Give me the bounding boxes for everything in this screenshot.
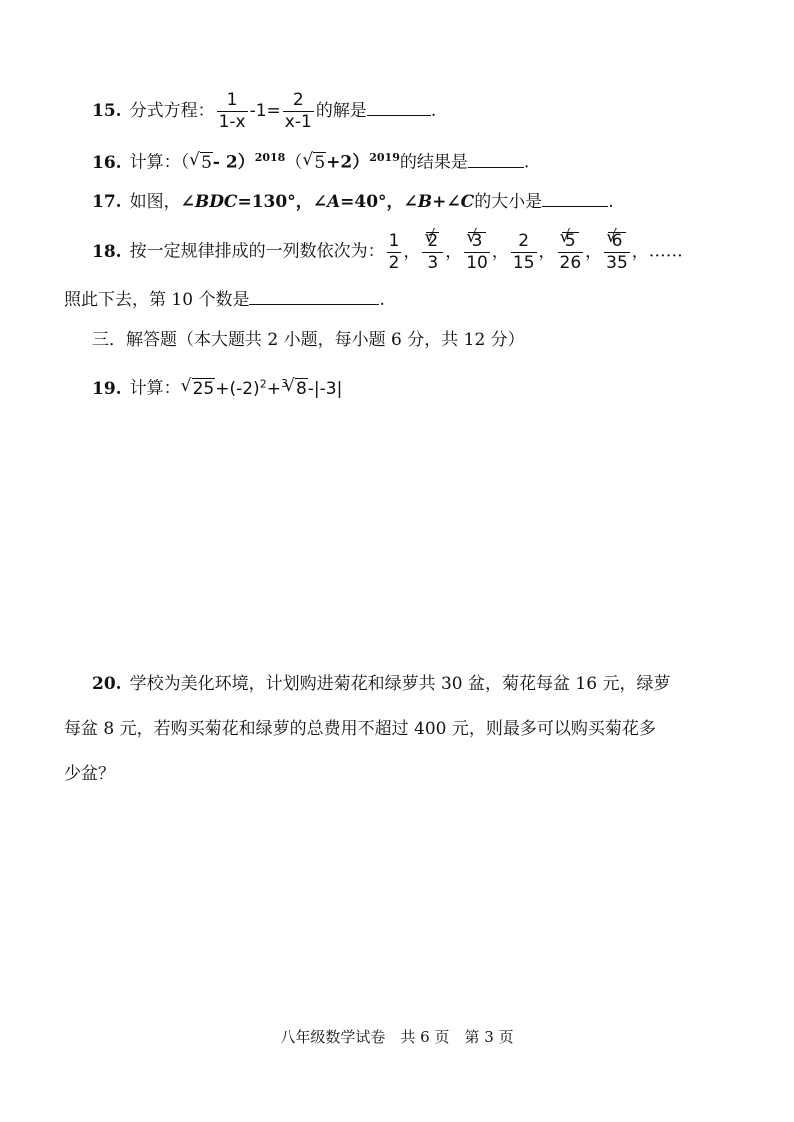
sqrt-symbol: √ 5 [302,155,326,172]
cube-root-symbol: √ 8 [284,381,308,398]
question-15: 15. 分式方程： $\frac{1}{1-x}$ -1= $\frac{2}{x-1}$ 的解是 . [92,90,437,132]
question-number: 15. [92,101,122,121]
sqrt-symbol: √ 5 [189,155,213,172]
question-19: 19. 计算：√ $25+(-2)^2+^3√$ 8-|-3| [92,378,342,398]
separator: ， [445,241,463,262]
sequence-fraction: √ $\frac{6}{35}$ [604,232,630,272]
separator: ， [403,241,421,262]
sqrt-symbol: √ 2 [424,232,441,250]
answer-blank[interactable] [468,167,524,168]
section-title: 三．解答题（本大题共 2 小题，每小题 6 分，共 12 分） [92,330,525,350]
sequence-fraction: √ $\frac{2}{3}$ [422,232,443,272]
sequence-fraction: $\frac{2}{15}$ [512,230,535,273]
answer-blank[interactable] [367,115,431,116]
question-20: 20. 学校为美化环境，计划购进菊花和绿萝共 30 盆，菊花每盆 16 元，绿萝 [92,674,671,694]
sqrt-symbol: √ 5 [560,232,582,250]
question-18: 18. 按一定规律排成的一列数依次为： $\frac{1}{2}$ ， √ $\frac{2}{3}$ ， √ $\frac{3}{10}$ ， $\frac{2}{15}$ ， √ $\frac{5}{26}$ ， √ $\frac{6}{35}$ ，…… [92,232,683,272]
sqrt-symbol: √ 25 [181,381,216,398]
page-footer: 八年级数学试卷 共 6 页 第 3 页 [280,1028,514,1046]
sqrt-symbol: √ 6 [606,232,628,250]
sequence-fraction: √ $\frac{5}{26}$ [558,232,584,272]
answer-blank[interactable] [542,206,608,207]
fraction: $\frac{1}{1-x}$ [218,90,246,132]
question-number: 17. [92,192,122,212]
expression: √ $25+(-2)^2+^3√$ 8-|-3| [181,379,343,399]
separator: ， [491,241,509,262]
question-20-line-2: 每盆 8 元，若购买菊花和绿萝的总费用不超过 400 元，则最多可以购买菊花多 [64,719,656,739]
separator: ， [585,241,603,262]
sequence-fraction: $\frac{1}{2}$ [388,230,400,273]
question-number: 16. [92,152,122,173]
question-17: 17. 如图，∠BDC=130°，∠A=40°，∠B+∠C的大小是 . [92,192,614,212]
question-16: 16. 计算：（√ 5- 2）$^{2018}$（√ 5+2）$^{2019}$的结果是 . [92,152,529,172]
question-number: 20. [92,674,122,694]
separator: ， [631,241,649,262]
question-18-continuation: 照此下去，第 10 个数是 . [64,290,385,310]
answer-blank[interactable] [249,304,379,305]
question-number: 18. [92,241,122,262]
sequence [385,230,649,273]
question-number: 19. [92,378,122,399]
separator: ， [538,241,556,262]
sequence-fraction: √ $\frac{3}{10}$ [464,232,490,272]
fraction: $\frac{2}{x-1}$ [284,90,312,132]
sqrt-symbol: √ 3 [466,232,488,250]
question-20-line-3: 少盆？ [64,764,115,784]
